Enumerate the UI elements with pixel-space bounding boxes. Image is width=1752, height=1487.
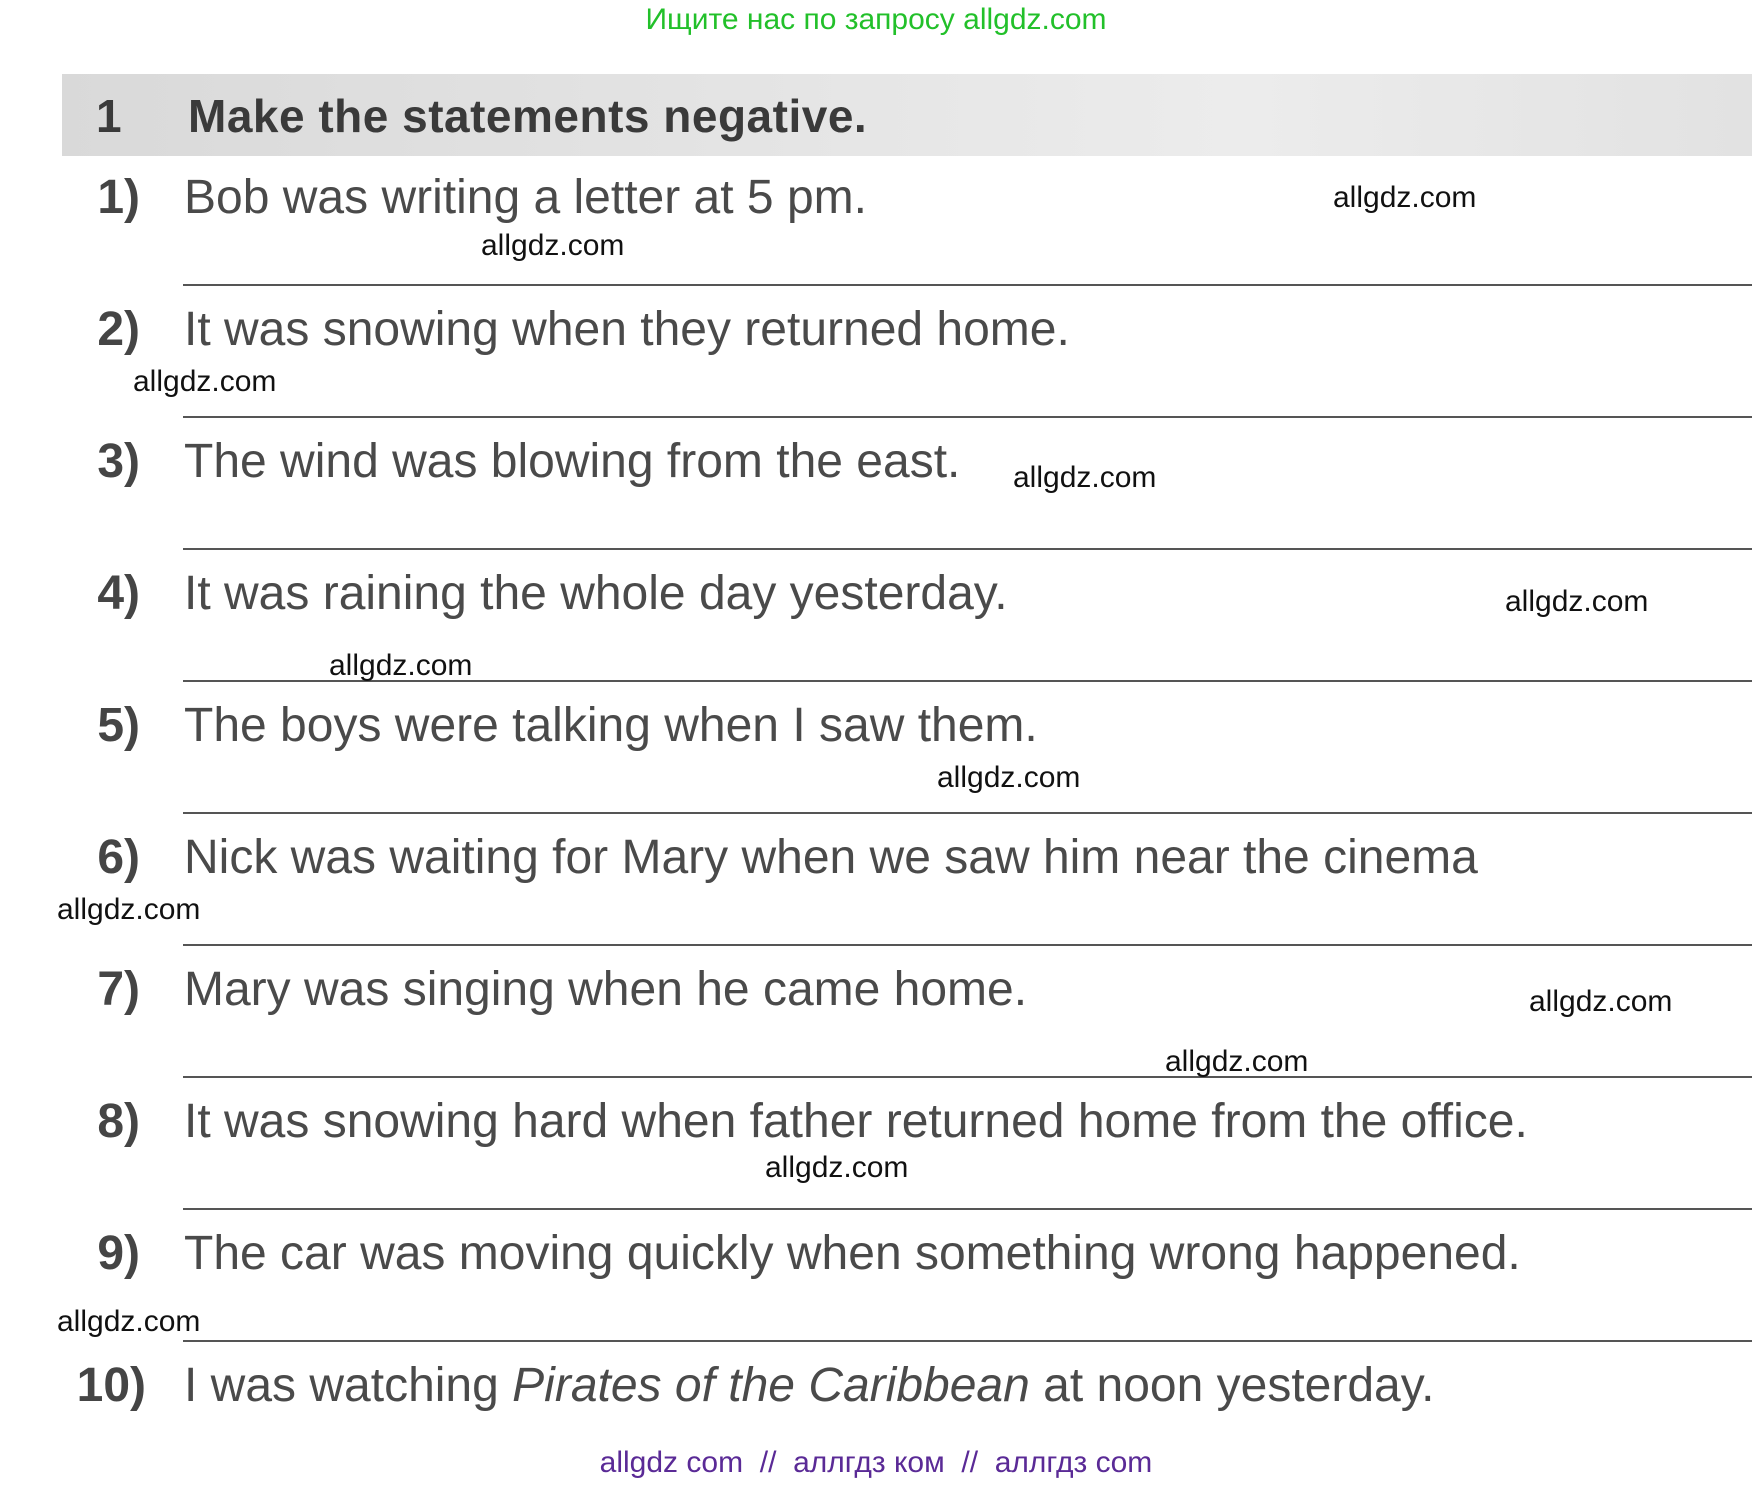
watermark: allgdz.com xyxy=(765,1151,909,1184)
watermark: allgdz.com xyxy=(1529,985,1673,1018)
item-text: The boys were talking when I saw them. xyxy=(184,699,1038,752)
watermark: allgdz.com xyxy=(1333,181,1477,214)
answer-line[interactable] xyxy=(183,1208,1752,1210)
item-text: The wind was blowing from the east. xyxy=(184,435,961,488)
item-text: Bob was writing a letter at 5 pm. xyxy=(184,171,867,224)
item-number: 3) xyxy=(97,435,140,488)
watermark: allgdz.com xyxy=(1505,585,1649,618)
item-text-before: I was watching xyxy=(184,1359,513,1412)
answer-line[interactable] xyxy=(183,548,1752,550)
watermark: allgdz.com xyxy=(937,761,1081,794)
item-number: 6) xyxy=(97,831,140,884)
item-text-after: at noon yesterday. xyxy=(1029,1359,1435,1412)
footer-watermark: allgdz com // аллгдз ком // аллгдз com xyxy=(599,1446,1153,1479)
item-number: 8) xyxy=(97,1095,140,1148)
exercise-number: 1 xyxy=(96,90,122,142)
answer-line[interactable] xyxy=(183,944,1752,946)
item-text: It was snowing when they returned home. xyxy=(184,303,1070,356)
answer-line[interactable] xyxy=(183,1076,1752,1078)
item-text: It was raining the whole day yesterday. xyxy=(184,567,1008,620)
item-number: 1) xyxy=(97,171,140,224)
watermark: allgdz.com xyxy=(481,229,625,262)
item-number: 10) xyxy=(76,1359,146,1412)
answer-line[interactable] xyxy=(183,416,1752,418)
item-text: Mary was singing when he came home. xyxy=(184,963,1028,1016)
watermark: allgdz.com xyxy=(57,1305,201,1338)
answer-line[interactable] xyxy=(183,284,1752,286)
item-text xyxy=(184,1358,1435,1414)
item-number: 4) xyxy=(97,567,140,620)
watermark: allgdz.com xyxy=(1165,1045,1309,1078)
item-text: The car was moving quickly when something wrong happened. xyxy=(184,1227,1521,1280)
item-number: 7) xyxy=(97,963,140,1016)
watermark: allgdz.com xyxy=(1013,461,1157,494)
item-number: 5) xyxy=(97,699,140,752)
top-banner: Ищите нас по запросу allgdz.com xyxy=(645,3,1107,36)
answer-line[interactable] xyxy=(183,1340,1752,1342)
watermark: allgdz.com xyxy=(133,365,277,398)
item-text: It was snowing hard when father returned home from the office. xyxy=(184,1095,1528,1148)
exercise-title: Make the statements negative. xyxy=(188,90,868,142)
item-text-italic-title: Pirates of the Caribbean xyxy=(512,1359,1030,1412)
item-text: Nick was waiting for Mary when we saw him near the cinema xyxy=(184,831,1478,884)
watermark: allgdz.com xyxy=(329,649,473,682)
item-number: 9) xyxy=(97,1227,140,1280)
item-number: 2) xyxy=(97,303,140,356)
watermark: allgdz.com xyxy=(57,893,201,926)
answer-line[interactable] xyxy=(183,812,1752,814)
